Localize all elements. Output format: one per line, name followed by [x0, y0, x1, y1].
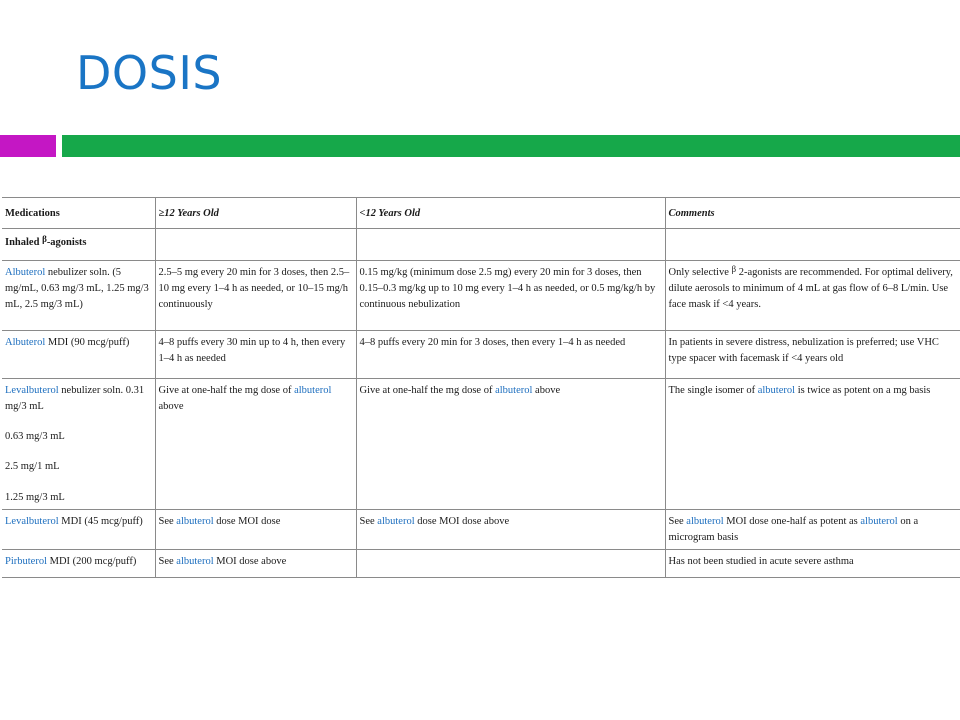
med-cell: Levalbuterol nebulizer soln. 0.31 mg/3 mL 0.63 mg/3 mL 2.5 mg/1 mL 1.25 mg/3 mL	[2, 378, 155, 509]
med-cell: Albuterol nebulizer soln. (5 mg/mL, 0.63 mg/3 mL, 1.25 mg/3 mL, 2.5 mg/3 mL)	[2, 260, 155, 330]
child-dose-cell: Give at one-half the mg dose of albuterol above	[356, 378, 665, 509]
child-dose-cell: 4–8 puffs every 20 min for 3 doses, then every 1–4 h as needed	[356, 330, 665, 378]
table-row	[2, 550, 960, 578]
child-dose-cell	[356, 550, 665, 578]
table-row	[2, 509, 960, 550]
med-cell: Pirbuterol MDI (200 mcg/puff)	[2, 550, 155, 578]
section-row	[2, 229, 960, 260]
slide-title: DOSIS	[76, 46, 223, 100]
comment-cell: Has not been studied in acute severe asthma	[665, 550, 960, 578]
drug-link[interactable]: Albuterol	[5, 336, 46, 348]
med-strength: 1.25 mg/3 mL	[5, 491, 65, 503]
table-row	[2, 260, 960, 330]
adult-dose-cell: See albuterol dose MOI dose	[155, 509, 356, 550]
drug-link[interactable]: albuterol	[860, 515, 898, 527]
section-label: Inhaled β-agonists	[2, 229, 155, 260]
drug-link[interactable]: albuterol	[176, 556, 214, 568]
adult-dose-cell: 4–8 puffs every 30 min up to 4 h, then every 1–4 h as needed	[155, 330, 356, 378]
drug-link[interactable]: albuterol	[377, 515, 415, 527]
med-strength: 0.63 mg/3 mL	[5, 431, 65, 443]
drug-link[interactable]: Pirbuterol	[5, 556, 47, 568]
med-strength: 2.5 mg/1 mL	[5, 461, 60, 473]
drug-link[interactable]: Levalbuterol	[5, 515, 59, 527]
header-under-12: <12 Years Old	[356, 198, 665, 229]
adult-dose-cell: Give at one-half the mg dose of albuterol above	[155, 378, 356, 509]
drug-link[interactable]: albuterol	[686, 515, 724, 527]
drug-link[interactable]: albuterol	[294, 384, 332, 396]
comment-cell: In patients in severe distress, nebulization is preferred; use VHC type spacer with facemask if <4 years old	[665, 330, 960, 378]
adult-dose-cell: 2.5–5 mg every 20 min for 3 doses, then 2.5–10 mg every 1–4 h as needed, or 10–15 mg/h continuously	[155, 260, 356, 330]
dosing-table	[2, 197, 960, 578]
drug-link[interactable]: Albuterol	[5, 266, 46, 278]
header-medications: Medications	[2, 198, 155, 229]
drug-link[interactable]: albuterol	[495, 384, 533, 396]
header-12-plus: ≥12 Years Old	[155, 198, 356, 229]
comment-cell: Only selective β 2-agonists are recommended. For optimal delivery, dilute aerosols to minimum of 4 mL at gas flow of 6–8 L/min. Use face mask if <4 years.	[665, 260, 960, 330]
child-dose-cell: See albuterol dose MOI dose above	[356, 509, 665, 550]
drug-link[interactable]: albuterol	[176, 515, 214, 527]
dosing-table-container	[2, 197, 960, 578]
adult-dose-cell: See albuterol MOI dose above	[155, 550, 356, 578]
table-row	[2, 330, 960, 378]
header-comments: Comments	[665, 198, 960, 229]
table-row	[2, 378, 960, 509]
med-cell: Albuterol MDI (90 mcg/puff)	[2, 330, 155, 378]
med-cell: Levalbuterol MDI (45 mcg/puff)	[2, 509, 155, 550]
drug-link[interactable]: Levalbuterol	[5, 384, 59, 396]
accent-bar-magenta	[0, 135, 56, 157]
comment-cell: The single isomer of albuterol is twice as potent on a mg basis	[665, 378, 960, 509]
accent-bar-green	[62, 135, 960, 157]
child-dose-cell: 0.15 mg/kg (minimum dose 2.5 mg) every 20 min for 3 doses, then 0.15–0.3 mg/kg up to 10 mg every 1–4 h as needed, or 0.5 mg/kg/h by continuous nebulization	[356, 260, 665, 330]
comment-cell: See albuterol MOI dose one-half as potent as albuterol on a microgram basis	[665, 509, 960, 550]
drug-link[interactable]: albuterol	[757, 384, 796, 396]
table-header-row	[2, 198, 960, 229]
